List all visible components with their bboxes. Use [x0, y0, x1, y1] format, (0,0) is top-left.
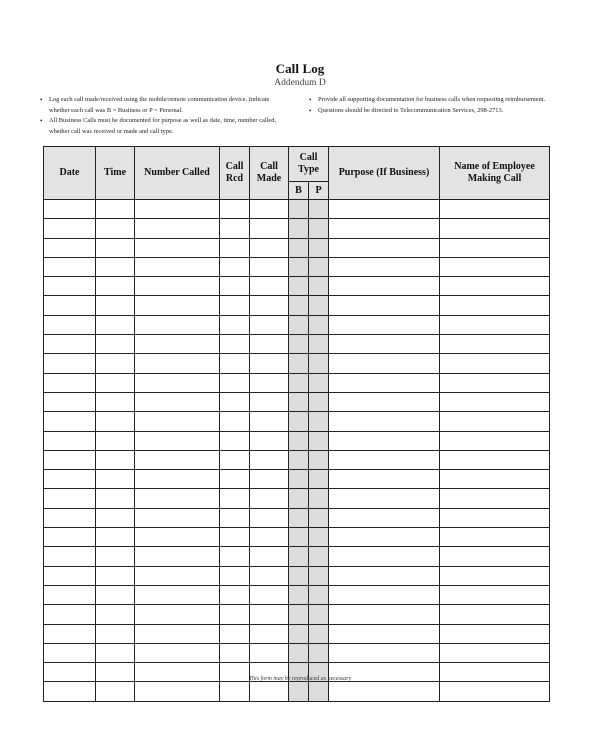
header-call-rcd: Call Rcd — [220, 147, 250, 200]
cell-type-b[interactable] — [289, 200, 309, 219]
cell-time[interactable] — [96, 605, 135, 624]
cell-purpose[interactable] — [329, 200, 440, 219]
cell-employee[interactable] — [440, 315, 550, 334]
cell-number-called[interactable] — [135, 489, 220, 508]
cell-type-p[interactable] — [309, 643, 329, 662]
header-time: Time — [96, 147, 135, 200]
cell-call-rcd[interactable] — [220, 528, 250, 547]
bullet-icon: • — [40, 96, 43, 104]
cell-employee[interactable] — [440, 566, 550, 585]
cell-type-b[interactable] — [289, 296, 309, 315]
cell-type-p[interactable] — [309, 470, 329, 489]
cell-call-rcd[interactable] — [220, 392, 250, 411]
cell-date[interactable] — [44, 219, 96, 238]
cell-call-rcd[interactable] — [220, 431, 250, 450]
cell-type-p[interactable] — [309, 238, 329, 257]
table-row — [44, 489, 550, 508]
cell-number-called[interactable] — [135, 470, 220, 489]
cell-call-rcd[interactable] — [220, 585, 250, 604]
cell-type-p[interactable] — [309, 392, 329, 411]
cell-type-p[interactable] — [309, 373, 329, 392]
cell-type-p[interactable] — [309, 489, 329, 508]
cell-number-called[interactable] — [135, 257, 220, 276]
cell-call-rcd[interactable] — [220, 566, 250, 585]
cell-number-called[interactable] — [135, 682, 220, 701]
cell-call-rcd[interactable] — [220, 450, 250, 469]
cell-type-b[interactable] — [289, 489, 309, 508]
cell-time[interactable] — [96, 643, 135, 662]
cell-date[interactable] — [44, 566, 96, 585]
cell-call-made[interactable] — [250, 315, 289, 334]
table-row — [44, 335, 550, 354]
cell-type-p[interactable] — [309, 277, 329, 296]
cell-time[interactable] — [96, 431, 135, 450]
cell-type-b[interactable] — [289, 508, 309, 527]
cell-purpose[interactable] — [329, 450, 440, 469]
cell-type-p[interactable] — [309, 412, 329, 431]
cell-employee[interactable] — [440, 412, 550, 431]
cell-type-p[interactable] — [309, 200, 329, 219]
cell-type-p[interactable] — [309, 605, 329, 624]
cell-call-made[interactable] — [250, 431, 289, 450]
cell-date[interactable] — [44, 528, 96, 547]
cell-date[interactable] — [44, 585, 96, 604]
cell-type-b[interactable] — [289, 238, 309, 257]
table-row — [44, 354, 550, 373]
cell-type-p[interactable] — [309, 450, 329, 469]
cell-call-rcd[interactable] — [220, 624, 250, 643]
cell-purpose[interactable] — [329, 296, 440, 315]
cell-purpose[interactable] — [329, 682, 440, 701]
cell-purpose[interactable] — [329, 508, 440, 527]
cell-call-made[interactable] — [250, 585, 289, 604]
table-row — [44, 508, 550, 527]
cell-date[interactable] — [44, 624, 96, 643]
cell-employee[interactable] — [440, 200, 550, 219]
cell-time[interactable] — [96, 335, 135, 354]
cell-purpose[interactable] — [329, 354, 440, 373]
cell-time[interactable] — [96, 354, 135, 373]
bullet-icon: • — [309, 106, 312, 115]
cell-purpose[interactable] — [329, 566, 440, 585]
cell-call-rcd[interactable] — [220, 489, 250, 508]
cell-employee[interactable] — [440, 296, 550, 315]
cell-time[interactable] — [96, 547, 135, 566]
instruction-text: Provide all supporting documentation for business calls when requesting reimbursement. — [318, 96, 546, 103]
cell-type-b[interactable] — [289, 528, 309, 547]
cell-call-made[interactable] — [250, 335, 289, 354]
table-row — [44, 200, 550, 219]
call-log-table — [43, 146, 550, 702]
cell-call-rcd[interactable] — [220, 315, 250, 334]
cell-type-b[interactable] — [289, 373, 309, 392]
page-title: Call Log — [275, 61, 325, 76]
cell-time[interactable] — [96, 257, 135, 276]
cell-purpose[interactable] — [329, 489, 440, 508]
header-employee: Name of Employee Making Call — [440, 147, 550, 200]
cell-number-called[interactable] — [135, 566, 220, 585]
header-type-b: B — [289, 182, 309, 200]
cell-date[interactable] — [44, 450, 96, 469]
cell-time[interactable] — [96, 296, 135, 315]
instruction-note — [309, 95, 559, 106]
cell-call-made[interactable] — [250, 450, 289, 469]
cell-purpose[interactable] — [329, 643, 440, 662]
cell-number-called[interactable] — [135, 200, 220, 219]
cell-employee[interactable] — [440, 682, 550, 701]
cell-call-rcd[interactable] — [220, 643, 250, 662]
cell-call-rcd[interactable] — [220, 412, 250, 431]
cell-date[interactable] — [44, 412, 96, 431]
instruction-text: Log each call made/received using the mobile/remote communication device. Indicate whether each call was B = Business or P = Personal. — [49, 96, 270, 114]
cell-call-rcd[interactable] — [220, 605, 250, 624]
cell-employee[interactable] — [440, 605, 550, 624]
cell-type-b[interactable] — [289, 257, 309, 276]
cell-employee[interactable] — [440, 624, 550, 643]
cell-date[interactable] — [44, 373, 96, 392]
table-row — [44, 643, 550, 662]
cell-type-p[interactable] — [309, 335, 329, 354]
cell-employee[interactable] — [440, 528, 550, 547]
cell-number-called[interactable] — [135, 528, 220, 547]
cell-employee[interactable] — [440, 354, 550, 373]
cell-type-p[interactable] — [309, 624, 329, 643]
cell-purpose[interactable] — [329, 277, 440, 296]
cell-type-p[interactable] — [309, 682, 329, 701]
cell-call-made[interactable] — [250, 624, 289, 643]
cell-number-called[interactable] — [135, 335, 220, 354]
cell-type-b[interactable] — [289, 315, 309, 334]
cell-date[interactable] — [44, 200, 96, 219]
cell-type-b[interactable] — [289, 354, 309, 373]
cell-type-p[interactable] — [309, 296, 329, 315]
table-row — [44, 547, 550, 566]
cell-time[interactable] — [96, 373, 135, 392]
cell-number-called[interactable] — [135, 624, 220, 643]
cell-time[interactable] — [96, 624, 135, 643]
header-type-p: P — [309, 182, 329, 200]
table-row — [44, 682, 550, 701]
cell-employee[interactable] — [440, 392, 550, 411]
cell-time[interactable] — [96, 238, 135, 257]
cell-time[interactable] — [96, 528, 135, 547]
table-row — [44, 412, 550, 431]
cell-call-made[interactable] — [250, 566, 289, 585]
cell-call-made[interactable] — [250, 643, 289, 662]
cell-purpose[interactable] — [329, 257, 440, 276]
cell-call-rcd[interactable] — [220, 277, 250, 296]
cell-purpose[interactable] — [329, 470, 440, 489]
cell-call-made[interactable] — [250, 392, 289, 411]
cell-number-called[interactable] — [135, 450, 220, 469]
cell-date[interactable] — [44, 392, 96, 411]
cell-date[interactable] — [44, 643, 96, 662]
table-row — [44, 277, 550, 296]
instruction-text: Questions should be directed to Telecommunication Services, 298-2713. — [318, 106, 504, 114]
cell-date[interactable] — [44, 682, 96, 701]
cell-type-b[interactable] — [289, 392, 309, 411]
cell-type-b[interactable] — [289, 470, 309, 489]
cell-type-p[interactable] — [309, 219, 329, 238]
cell-call-rcd[interactable] — [220, 257, 250, 276]
cell-purpose[interactable] — [329, 431, 440, 450]
cell-type-b[interactable] — [289, 643, 309, 662]
instructions-left — [40, 95, 290, 137]
page-footer: This form may be reproduced as necessary — [248, 676, 352, 682]
cell-number-called[interactable] — [135, 605, 220, 624]
call-log-body — [44, 200, 550, 702]
cell-call-rcd[interactable] — [220, 238, 250, 257]
cell-time[interactable] — [96, 219, 135, 238]
cell-call-rcd[interactable] — [220, 354, 250, 373]
cell-call-rcd[interactable] — [220, 470, 250, 489]
cell-number-called[interactable] — [135, 373, 220, 392]
table-row — [44, 373, 550, 392]
cell-type-b[interactable] — [289, 585, 309, 604]
cell-purpose[interactable] — [329, 392, 440, 411]
cell-number-called[interactable] — [135, 508, 220, 527]
table-row — [44, 238, 550, 257]
cell-number-called[interactable] — [135, 585, 220, 604]
table-row — [44, 392, 550, 411]
cell-call-rcd[interactable] — [220, 682, 250, 701]
table-row — [44, 257, 550, 276]
cell-number-called[interactable] — [135, 277, 220, 296]
instruction-note — [309, 106, 559, 117]
instruction-note — [40, 116, 290, 137]
cell-type-p[interactable] — [309, 547, 329, 566]
cell-purpose[interactable] — [329, 412, 440, 431]
cell-date[interactable] — [44, 547, 96, 566]
cell-call-made[interactable] — [250, 547, 289, 566]
cell-number-called[interactable] — [135, 547, 220, 566]
cell-purpose[interactable] — [329, 585, 440, 604]
cell-purpose[interactable] — [329, 373, 440, 392]
cell-time[interactable] — [96, 566, 135, 585]
cell-call-made[interactable] — [250, 489, 289, 508]
cell-date[interactable] — [44, 431, 96, 450]
cell-time[interactable] — [96, 392, 135, 411]
cell-type-b[interactable] — [289, 277, 309, 296]
cell-call-rcd[interactable] — [220, 373, 250, 392]
cell-type-b[interactable] — [289, 431, 309, 450]
cell-employee[interactable] — [440, 489, 550, 508]
header-number-called: Number Called — [135, 147, 220, 200]
cell-employee[interactable] — [440, 470, 550, 489]
instructions-right — [309, 95, 559, 116]
cell-type-b[interactable] — [289, 566, 309, 585]
cell-type-b[interactable] — [289, 450, 309, 469]
table-row — [44, 566, 550, 585]
cell-call-rcd[interactable] — [220, 547, 250, 566]
cell-call-rcd[interactable] — [220, 335, 250, 354]
cell-purpose[interactable] — [329, 335, 440, 354]
cell-employee[interactable] — [440, 238, 550, 257]
page-subtitle: Addendum D — [274, 78, 326, 88]
table-row — [44, 585, 550, 604]
cell-number-called[interactable] — [135, 238, 220, 257]
cell-purpose[interactable] — [329, 315, 440, 334]
cell-date[interactable] — [44, 238, 96, 257]
cell-time[interactable] — [96, 508, 135, 527]
table-row — [44, 450, 550, 469]
cell-call-made[interactable] — [250, 354, 289, 373]
cell-employee[interactable] — [440, 508, 550, 527]
cell-call-made[interactable] — [250, 412, 289, 431]
cell-call-rcd[interactable] — [220, 508, 250, 527]
cell-type-b[interactable] — [289, 682, 309, 701]
instruction-note — [40, 95, 290, 116]
cell-type-p[interactable] — [309, 585, 329, 604]
cell-employee[interactable] — [440, 373, 550, 392]
cell-type-b[interactable] — [289, 219, 309, 238]
cell-call-made[interactable] — [250, 508, 289, 527]
cell-call-made[interactable] — [250, 373, 289, 392]
cell-type-p[interactable] — [309, 508, 329, 527]
cell-number-called[interactable] — [135, 412, 220, 431]
cell-employee[interactable] — [440, 643, 550, 662]
cell-time[interactable] — [96, 412, 135, 431]
bullet-icon: • — [309, 96, 312, 104]
cell-date[interactable] — [44, 470, 96, 489]
cell-date[interactable] — [44, 296, 96, 315]
cell-date[interactable] — [44, 277, 96, 296]
cell-employee[interactable] — [440, 219, 550, 238]
instruction-text: All Business Calls must be documented for purpose as well as date, time, number called, whether call was received or made and call type. — [49, 117, 276, 135]
cell-call-made[interactable] — [250, 470, 289, 489]
cell-call-made[interactable] — [250, 682, 289, 701]
cell-time[interactable] — [96, 277, 135, 296]
cell-time[interactable] — [96, 682, 135, 701]
cell-type-p[interactable] — [309, 431, 329, 450]
cell-call-made[interactable] — [250, 238, 289, 257]
cell-number-called[interactable] — [135, 354, 220, 373]
cell-call-rcd[interactable] — [220, 296, 250, 315]
header-call-made: Call Made — [250, 147, 289, 200]
header-purpose: Purpose (If Business) — [329, 147, 440, 200]
cell-type-p[interactable] — [309, 315, 329, 334]
cell-purpose[interactable] — [329, 219, 440, 238]
table-row — [44, 528, 550, 547]
cell-employee[interactable] — [440, 585, 550, 604]
cell-time[interactable] — [96, 585, 135, 604]
cell-call-made[interactable] — [250, 257, 289, 276]
cell-number-called[interactable] — [135, 431, 220, 450]
cell-type-b[interactable] — [289, 547, 309, 566]
cell-type-p[interactable] — [309, 354, 329, 373]
cell-date[interactable] — [44, 335, 96, 354]
table-row — [44, 315, 550, 334]
cell-call-rcd[interactable] — [220, 200, 250, 219]
cell-employee[interactable] — [440, 257, 550, 276]
cell-time[interactable] — [96, 489, 135, 508]
cell-type-b[interactable] — [289, 335, 309, 354]
table-row — [44, 624, 550, 643]
bullet-icon: • — [40, 117, 43, 125]
cell-number-called[interactable] — [135, 219, 220, 238]
cell-call-rcd[interactable] — [220, 219, 250, 238]
header-date: Date — [44, 147, 96, 200]
cell-call-made[interactable] — [250, 219, 289, 238]
cell-employee[interactable] — [440, 335, 550, 354]
cell-time[interactable] — [96, 315, 135, 334]
table-row — [44, 470, 550, 489]
cell-time[interactable] — [96, 200, 135, 219]
cell-number-called[interactable] — [135, 643, 220, 662]
cell-number-called[interactable] — [135, 315, 220, 334]
table-row — [44, 431, 550, 450]
cell-number-called[interactable] — [135, 392, 220, 411]
cell-date[interactable] — [44, 354, 96, 373]
table-row — [44, 605, 550, 624]
cell-purpose[interactable] — [329, 547, 440, 566]
cell-purpose[interactable] — [329, 624, 440, 643]
cell-employee[interactable] — [440, 450, 550, 469]
cell-date[interactable] — [44, 508, 96, 527]
table-row — [44, 296, 550, 315]
table-row — [44, 219, 550, 238]
cell-type-b[interactable] — [289, 624, 309, 643]
cell-call-made[interactable] — [250, 528, 289, 547]
cell-type-p[interactable] — [309, 528, 329, 547]
cell-purpose[interactable] — [329, 528, 440, 547]
cell-time[interactable] — [96, 450, 135, 469]
cell-number-called[interactable] — [135, 296, 220, 315]
cell-purpose[interactable] — [329, 605, 440, 624]
cell-date[interactable] — [44, 315, 96, 334]
cell-call-made[interactable] — [250, 200, 289, 219]
cell-time[interactable] — [96, 470, 135, 489]
cell-call-made[interactable] — [250, 296, 289, 315]
cell-call-made[interactable] — [250, 605, 289, 624]
cell-type-p[interactable] — [309, 257, 329, 276]
cell-date[interactable] — [44, 257, 96, 276]
cell-type-b[interactable] — [289, 412, 309, 431]
cell-type-b[interactable] — [289, 605, 309, 624]
cell-employee[interactable] — [440, 547, 550, 566]
header-call-type: Call Type — [289, 147, 329, 182]
cell-date[interactable] — [44, 605, 96, 624]
cell-employee[interactable] — [440, 277, 550, 296]
cell-date[interactable] — [44, 489, 96, 508]
cell-type-p[interactable] — [309, 566, 329, 585]
cell-employee[interactable] — [440, 431, 550, 450]
cell-purpose[interactable] — [329, 238, 440, 257]
cell-call-made[interactable] — [250, 277, 289, 296]
